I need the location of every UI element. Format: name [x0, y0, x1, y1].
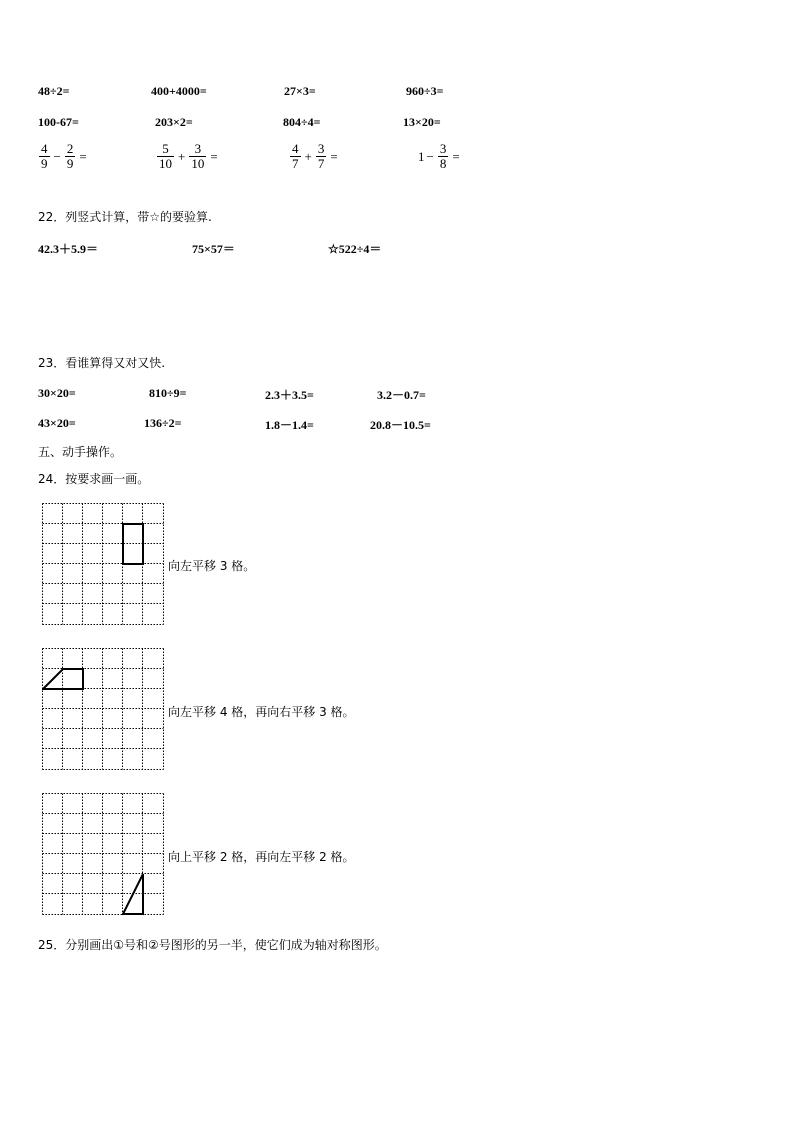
denominator: 9 [66, 156, 74, 171]
calc-item: 75×57＝ [192, 242, 235, 256]
grid-1-drawing [42, 503, 164, 625]
calc-item: 960÷3= [406, 84, 444, 98]
calc-item: 810÷9= [149, 386, 187, 400]
calc-item: 804÷4= [283, 115, 321, 129]
calc-item: 400+4000= [151, 84, 207, 98]
calc-item: 100-67= [38, 115, 79, 129]
fraction-expression [37, 142, 89, 171]
fraction [438, 142, 449, 171]
operator: − [53, 148, 61, 164]
calc-item: 2.3＋3.5= [265, 388, 314, 402]
calc-item: 42.3＋5.9＝ [38, 242, 99, 256]
question-25-title: 25．分别画出①号和②号图形的另一半，使它们成为轴对称图形。 [38, 938, 387, 952]
calc-item: 20.8－10.5= [370, 418, 431, 432]
fraction [316, 142, 327, 171]
calc-item: 48÷2= [38, 84, 70, 98]
calc-item: 13×20= [403, 115, 441, 129]
grid-2-drawing [42, 648, 164, 770]
denominator: 7 [317, 156, 325, 171]
grid-3-drawing [42, 793, 164, 915]
question-24-title: 24．按要求画一画。 [38, 472, 150, 486]
denominator: 10 [159, 156, 172, 171]
denominator: 8 [439, 156, 447, 171]
equals: = [210, 148, 218, 164]
grid-lines [43, 504, 164, 625]
fraction [189, 142, 206, 171]
numerator: 3 [317, 141, 325, 156]
grid-3 [42, 793, 164, 915]
whole-number: 1 [418, 148, 425, 164]
triangle-shape [123, 874, 143, 914]
instruction-3: 向上平移 2 格，再向左平移 2 格。 [168, 850, 355, 864]
numerator: 5 [162, 141, 169, 156]
denominator: 10 [191, 156, 205, 171]
calc-item: 27×3= [284, 84, 316, 98]
numerator: 3 [439, 141, 447, 156]
question-22-title: 22．列竖式计算，带☆的要验算. [38, 210, 212, 224]
calc-item: 30×20= [38, 386, 76, 400]
grid-1 [42, 503, 164, 625]
operator: + [178, 148, 186, 164]
fraction [290, 142, 301, 171]
fraction-expression [418, 142, 462, 171]
calc-item: 43×20= [38, 416, 76, 430]
section-title: 五、动手操作。 [38, 445, 123, 459]
instruction-1: 向左平移 3 格。 [168, 559, 256, 573]
equals: = [452, 148, 460, 164]
fraction [39, 142, 50, 171]
calc-item: 1.8－1.4= [265, 418, 314, 432]
calc-item: 203×2= [155, 115, 193, 129]
fraction [157, 142, 174, 171]
operator: − [426, 148, 434, 164]
grid-lines [43, 649, 164, 770]
fraction-expression [155, 142, 220, 171]
question-23-title: 23．看谁算得又对又快. [38, 356, 166, 370]
equals: = [79, 148, 87, 164]
numerator: 4 [292, 141, 299, 156]
numerator: 3 [194, 141, 202, 156]
operator: + [304, 148, 312, 164]
equals: = [330, 148, 338, 164]
denominator: 7 [292, 156, 299, 171]
instruction-2: 向左平移 4 格，再向右平移 3 格。 [168, 705, 355, 719]
calc-item: ☆522÷4＝ [328, 242, 382, 256]
grid-lines [43, 794, 164, 915]
numerator: 2 [66, 141, 74, 156]
fraction-expression [288, 142, 340, 171]
grid-2 [42, 648, 164, 770]
calc-item: 136÷2= [144, 416, 182, 430]
numerator: 4 [41, 141, 48, 156]
calc-item: 3.2－0.7= [377, 388, 426, 402]
fraction [65, 142, 76, 171]
denominator: 9 [41, 156, 48, 171]
